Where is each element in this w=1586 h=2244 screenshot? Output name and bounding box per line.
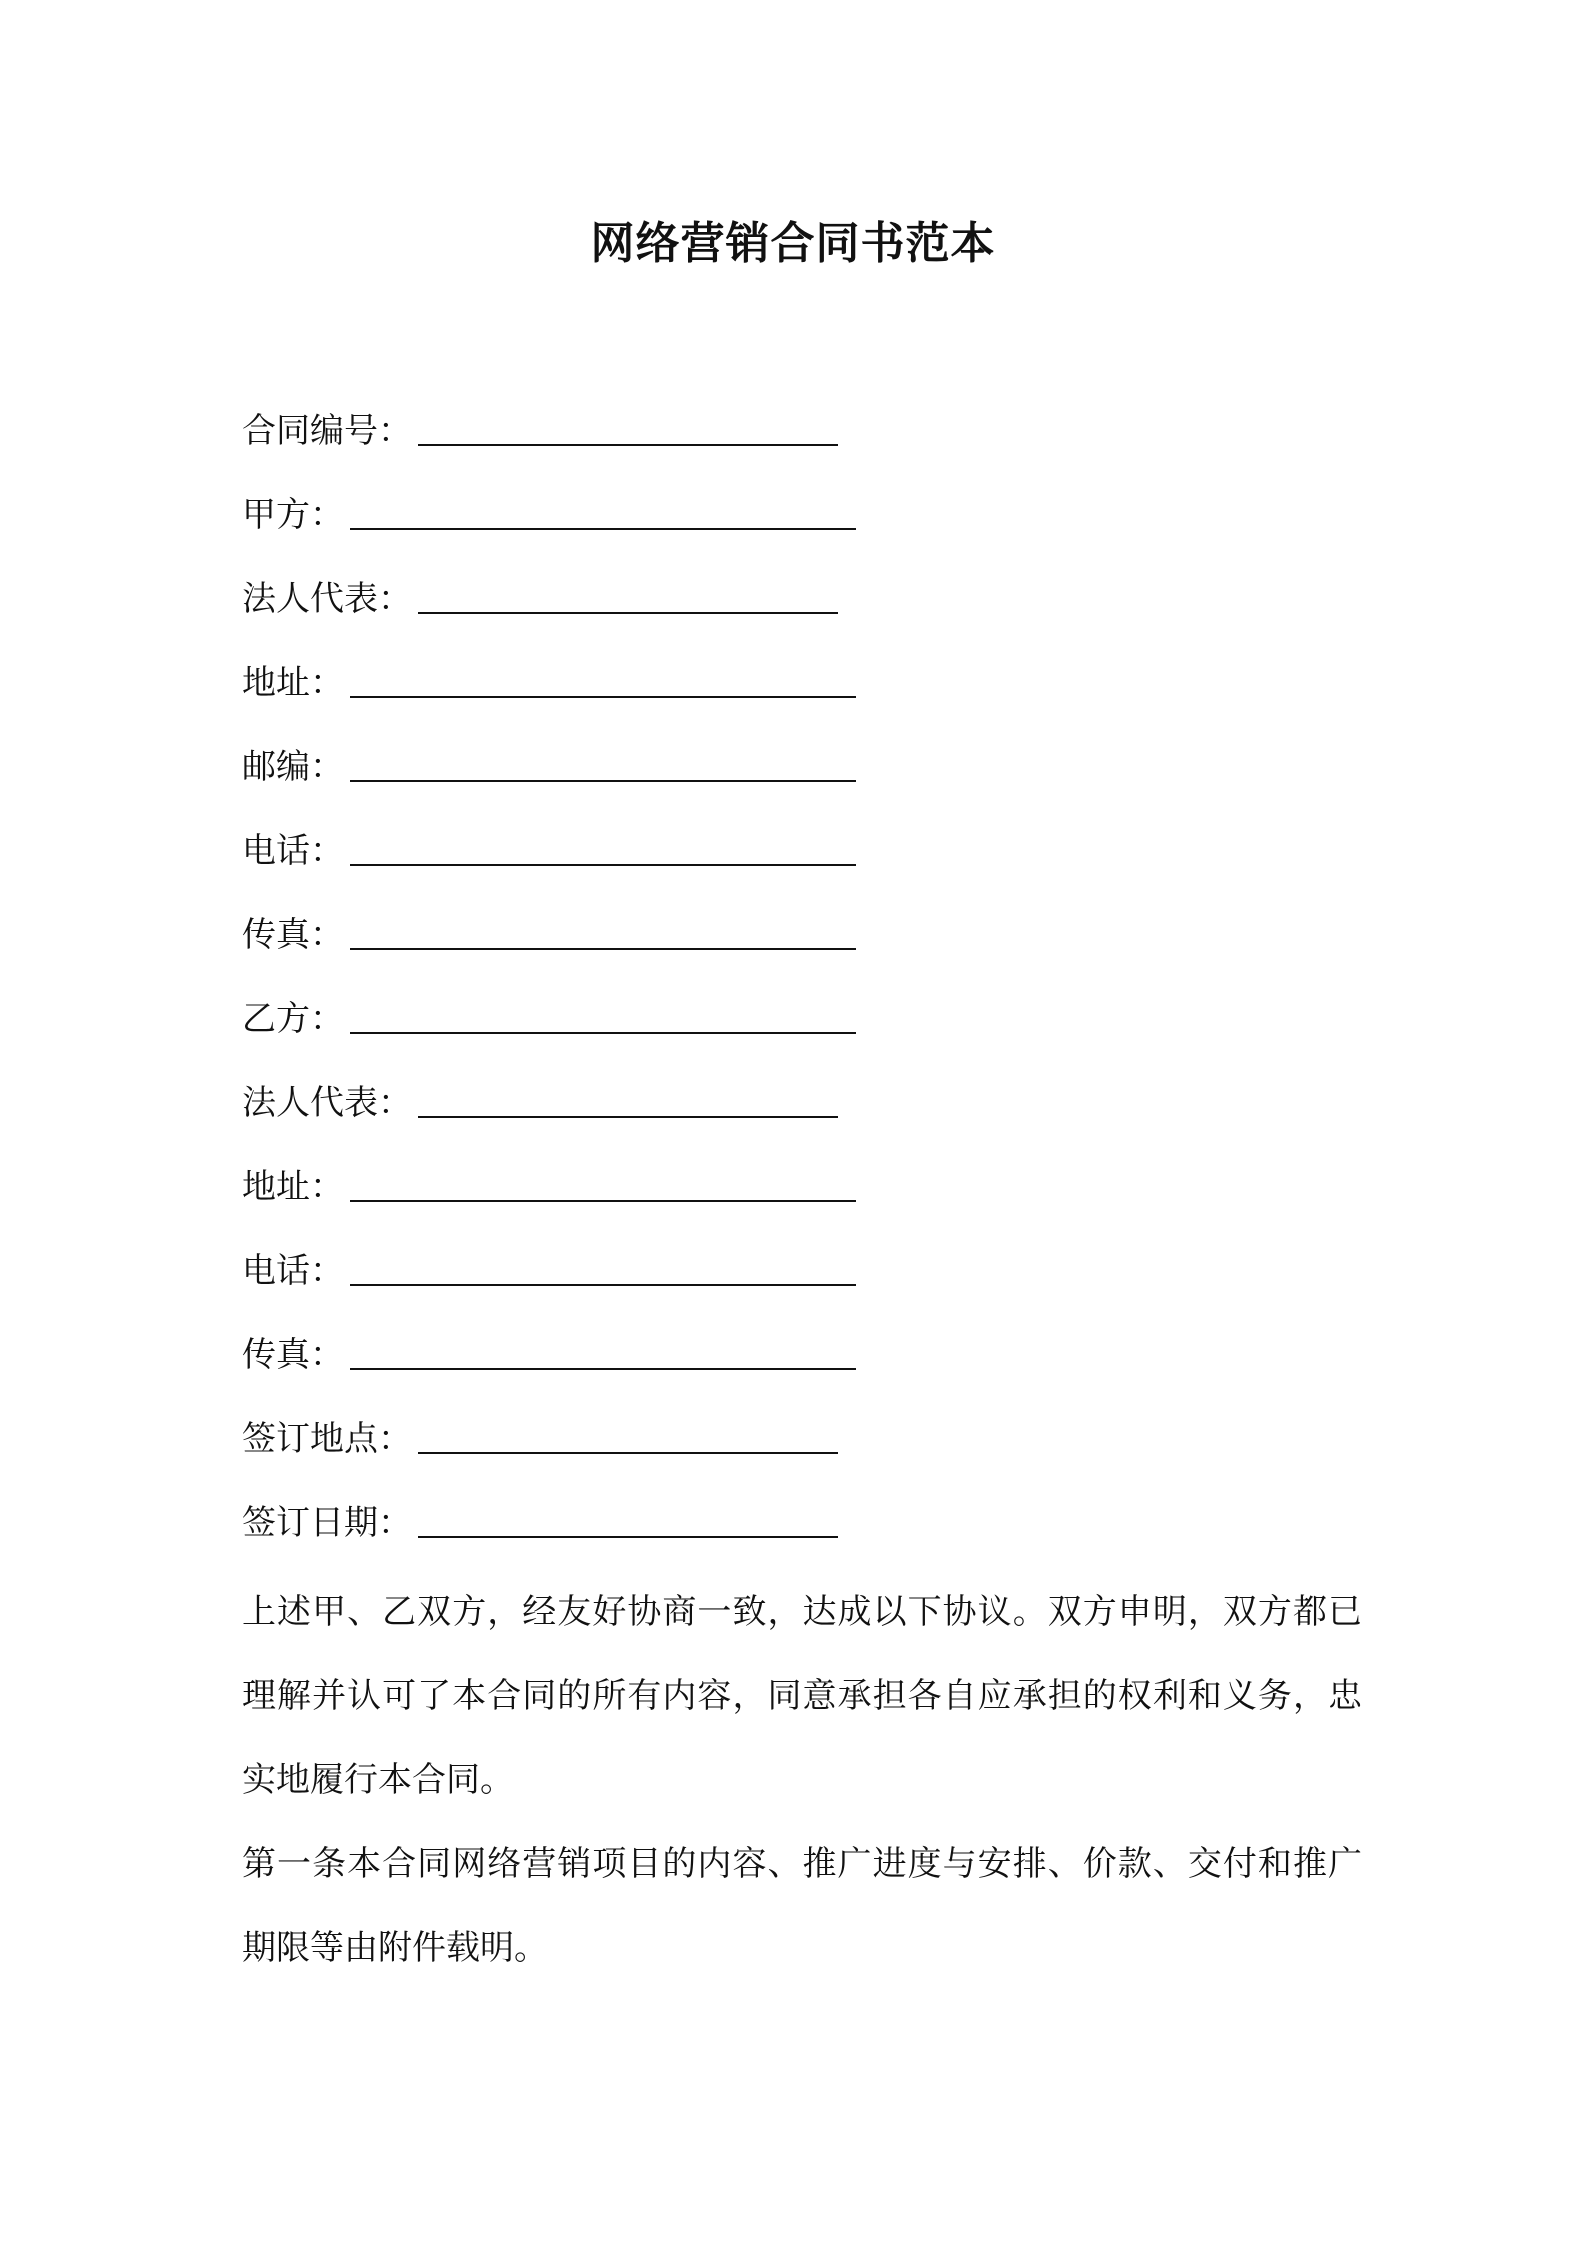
field-blank-line	[418, 406, 838, 446]
field-party-a-legal-rep	[242, 574, 1362, 658]
field-party-a-postcode	[242, 742, 1362, 826]
field-party-b-fax	[242, 1330, 1362, 1414]
field-blank-line	[350, 1246, 856, 1286]
field-signing-place	[242, 1414, 1362, 1498]
field-label: 地址：	[242, 1167, 344, 1207]
field-party-b-phone	[242, 1246, 1362, 1330]
field-label: 传真：	[242, 1335, 344, 1375]
field-party-b	[242, 994, 1362, 1078]
field-blank-line	[350, 490, 856, 530]
field-blank-line	[350, 658, 856, 698]
field-party-a-address	[242, 658, 1362, 742]
field-blank-line	[418, 1414, 838, 1454]
field-label: 甲方：	[242, 495, 344, 535]
field-party-b-legal-rep	[242, 1078, 1362, 1162]
field-party-b-address	[242, 1162, 1362, 1246]
field-label: 邮编：	[242, 747, 344, 787]
field-blank-line	[350, 826, 856, 866]
field-party-a	[242, 490, 1362, 574]
field-blank-line	[350, 910, 856, 950]
field-contract-number	[242, 406, 1362, 490]
contract-fields	[242, 406, 1362, 1582]
field-label: 签订日期：	[242, 1503, 412, 1543]
field-label: 地址：	[242, 663, 344, 703]
document-title: 网络营销合同书范本	[590, 218, 996, 269]
article-one-paragraph: 第一条本合同网络营销项目的内容、推广进度与安排、价款、交付和推广期限等由附件载明。	[242, 1844, 1362, 1968]
field-blank-line	[418, 1078, 838, 1118]
field-party-a-phone	[242, 826, 1362, 910]
field-blank-line	[350, 1162, 856, 1202]
field-blank-line	[418, 574, 838, 614]
field-blank-line	[418, 1498, 838, 1538]
field-label: 传真：	[242, 915, 344, 955]
field-label: 合同编号：	[242, 411, 412, 451]
agreement-preamble-paragraph: 上述甲、乙双方，经友好协商一致，达成以下协议。双方申明，双方都已理解并认可了本合同的所有内容，同意承担各自应承担的权利和义务，忠实地履行本合同。	[242, 1592, 1362, 1800]
field-blank-line	[350, 994, 856, 1034]
field-blank-line	[350, 742, 856, 782]
field-label: 电话：	[242, 1251, 344, 1291]
field-label: 签订地点：	[242, 1419, 412, 1459]
field-party-a-fax	[242, 910, 1362, 994]
field-label: 乙方：	[242, 999, 344, 1039]
field-label: 电话：	[242, 831, 344, 871]
field-label: 法人代表：	[242, 1083, 412, 1123]
field-label: 法人代表：	[242, 579, 412, 619]
field-blank-line	[350, 1330, 856, 1370]
